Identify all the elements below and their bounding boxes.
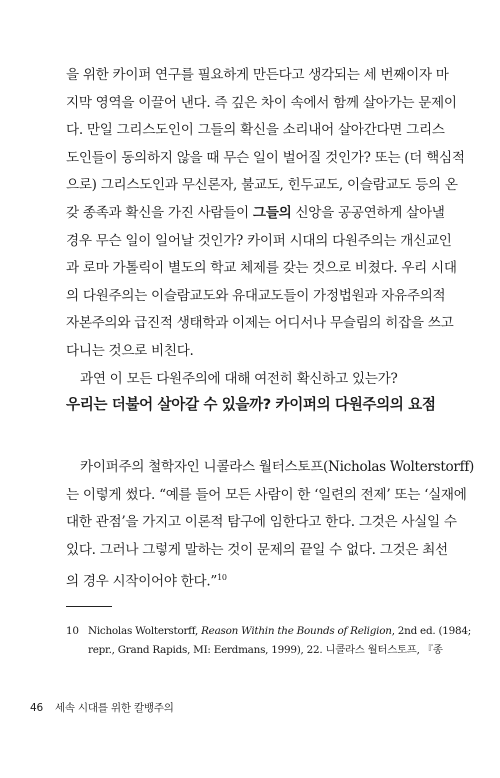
footnote-line: repr., Grand Rapids, MI: Eerdmans, 1999), 22. 니콜라스 월터스토프, 『종 — [88, 644, 443, 656]
section-heading: 우리는 더불어 살아갈 수 있을까? 카이퍼의 다원주의의 요점 — [66, 396, 436, 413]
page-footer — [30, 700, 174, 715]
footnote-text: , 2nd ed. (1984; — [391, 625, 471, 637]
text-line: 대한 관점’을 가지고 이론적 탐구에 임한다고 한다. 그것은 사실일 수 — [66, 514, 457, 531]
footnote-line — [66, 622, 471, 641]
running-title: 세속 시대를 위한 칼뱅주의 — [54, 702, 174, 714]
text-segment: 의 경우 시작이어야 한다.” — [66, 573, 218, 590]
text-line: 으로) 그리스도인과 무신론자, 불교도, 힌두교도, 이슬람교도 등의 온 — [66, 177, 458, 194]
emphasis-text: 그들의 — [252, 204, 292, 221]
text-line-indented: 과연 이 모든 다원주의에 대해 여전히 확신하고 있는가? — [80, 370, 398, 387]
text-line: 다. 만일 그리스도인이 그들의 확신을 소리내어 살아간다면 그리스 — [66, 122, 445, 139]
text-segment: 신앙을 공공연하게 살아낼 — [291, 204, 445, 221]
text-line: 자본주의와 급진적 생태학과 이제는 어디서나 무슬림의 히잡을 쓰고 — [66, 315, 454, 332]
text-line-indented: 카이퍼주의 철학자인 니콜라스 월터스토프(Nicholas Wolterstorff) — [80, 459, 475, 475]
footnote-divider — [66, 606, 112, 607]
page-number: 46 — [30, 702, 43, 714]
text-line: 의 다원주의는 이슬람교도와 유대교도들이 가정법원과 자유주의적 — [66, 287, 446, 304]
footnote — [66, 622, 471, 660]
text-segment: 갖 종족과 확신을 가진 사람들이 — [66, 204, 253, 221]
footnote-author: Nicholas Wolterstorff, — [88, 625, 202, 637]
body-paragraph-1 — [66, 62, 465, 393]
footnote-reference[interactable]: 10 — [217, 573, 227, 583]
footnote-number: 10 — [66, 625, 79, 637]
text-line: 과 로마 가톨릭이 별도의 학교 체제를 갖는 것으로 비쳤다. 우리 시대 — [66, 260, 457, 277]
text-line: 는 이렇게 썼다. “예를 들어 모든 사람이 한 ‘일련의 전제’ 또는 ‘실재에 — [66, 486, 467, 503]
text-line: 다니는 것으로 비친다. — [66, 342, 194, 359]
text-line: 도인들이 동의하지 않을 때 무슨 일이 벌어질 것인가? 또는 (더 핵심적 — [66, 149, 465, 166]
body-paragraph-2 — [66, 454, 475, 592]
text-line-with-ref — [66, 564, 438, 592]
text-line-mixed — [66, 200, 445, 228]
text-line: 지막 영역을 이끌어 낸다. 즉 깊은 차이 속에서 함께 살아가는 문제이 — [66, 94, 457, 111]
footnote-title: Reason Within the Bounds of Religion — [201, 625, 392, 637]
text-line: 있다. 그러나 그렇게 말하는 것이 문제의 끝일 수 없다. 그것은 최선 — [66, 541, 448, 558]
text-line: 경우 무슨 일이 일어날 것인가? 카이퍼 시대의 다원주의는 개신교인 — [66, 232, 452, 249]
text-line: 을 위한 카이퍼 연구를 필요하게 만든다고 생각되는 세 번째이자 마 — [66, 67, 449, 83]
